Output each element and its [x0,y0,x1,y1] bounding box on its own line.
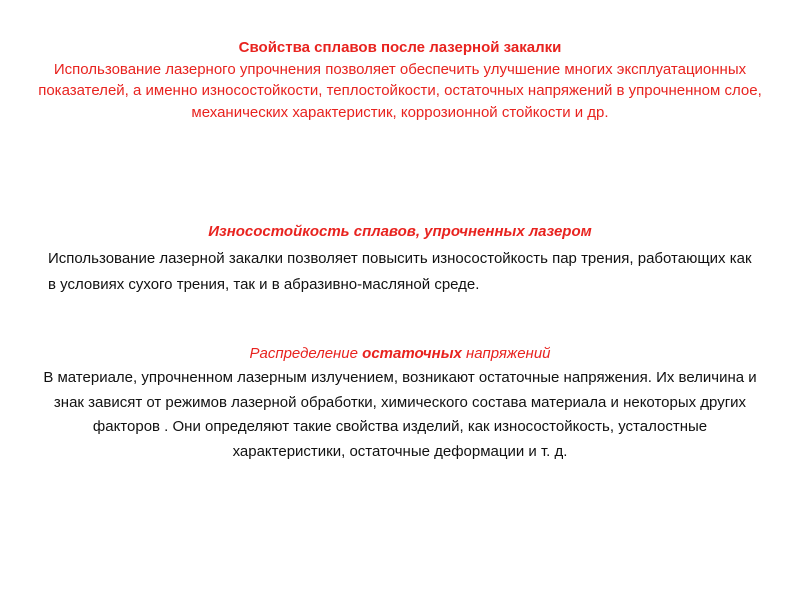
section3-title-part1: Распределение [249,345,363,362]
section3-title [60,344,740,364]
section2-body: Использование лазерной закалки позволяет повысить износостойкость пар трения, работающих как в условиях сухого трения, так и в абразивно-масляной среде. [48,250,752,293]
section3-title-part3: напряжений [461,345,551,362]
section-laser-hardening-properties [20,37,780,123]
section3-body: В материале, упрочненном лазерным излучением, возникают остаточные напряжения. Их величина и знак зависят от режимов лазерной обработки, химического состава материала и некоторых других факторов . Они определяют такие свойства изделий, как износостойкость, усталостные характеристики, остаточные деформации и т. д. [43,369,757,460]
section1-body: Использование лазерного упрочнения позволяет обеспечить улучшение многих эксплуатационных показателей, а именно износостойкости, теплостойкости, остаточных напряжений в упрочненном слое, механических характеристик, коррозионной стойкости и др. [38,60,762,121]
section2-title: Износостойкость сплавов, упрочненных лазером [208,223,592,240]
section1-title: Свойства сплавов после лазерной закалки [238,39,562,56]
section3-title-emphasis: остаточных [362,345,462,362]
